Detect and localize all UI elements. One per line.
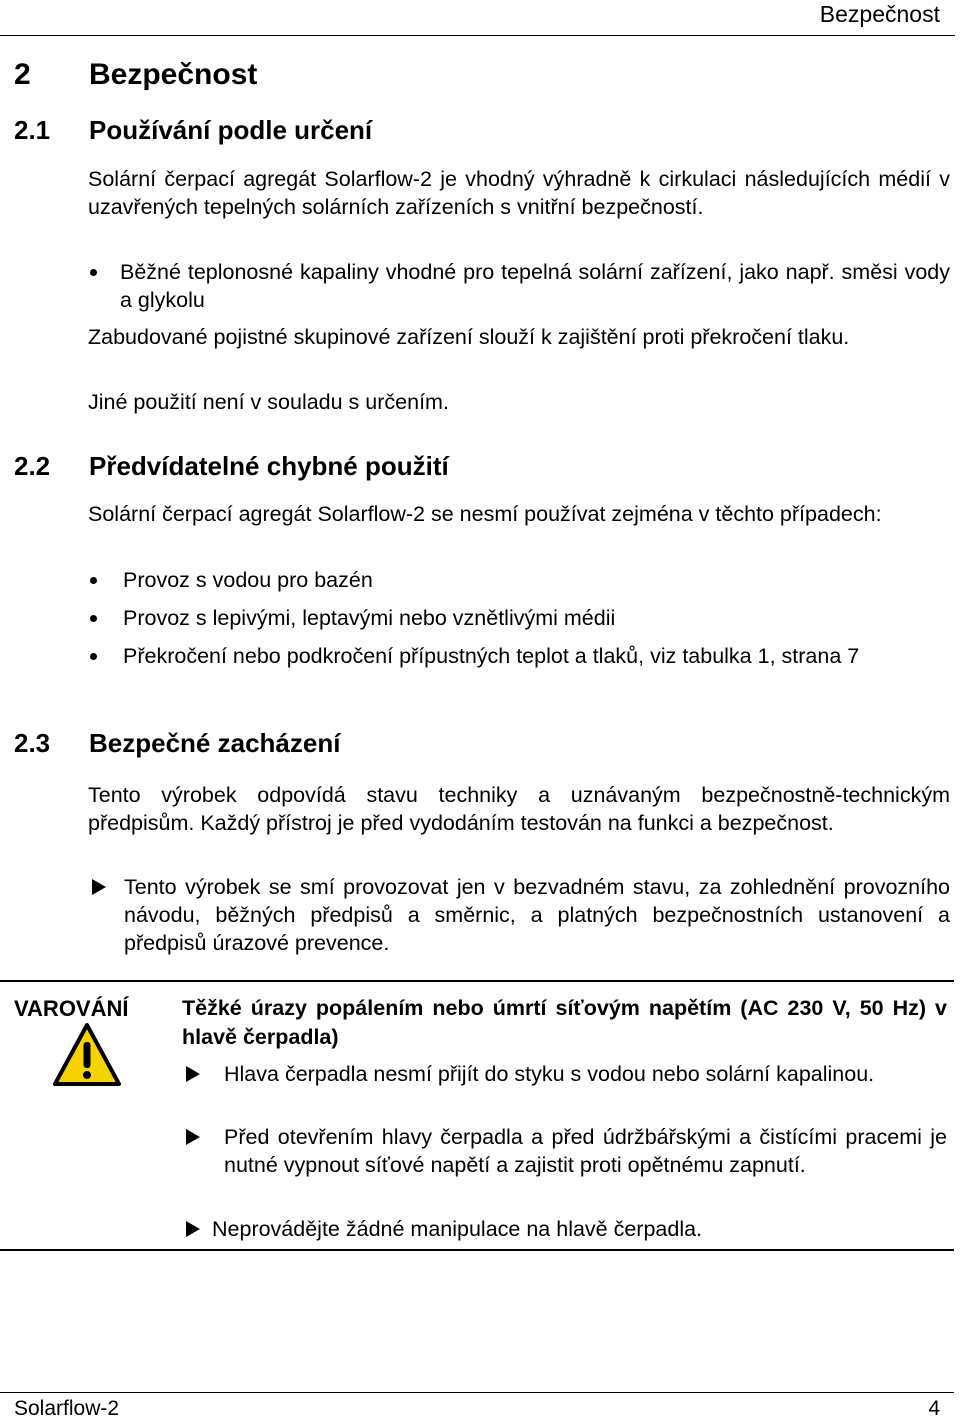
bullet-dot-icon <box>90 269 97 276</box>
section-title: Bezpečné zacházení <box>89 728 341 758</box>
warning-item-text: Neprovádějte žádné manipulace na hlavě čerpadla. <box>212 1217 703 1241</box>
bullet-item <box>88 604 950 632</box>
section-2-1-heading <box>14 114 714 146</box>
warning-item-text: Hlava čerpadla nesmí přijít do styku s vodou nebo solární kapalinou. <box>224 1062 875 1086</box>
arrow-right-icon <box>92 879 106 895</box>
arrow-right-icon <box>186 1221 200 1237</box>
section-2-3-intro: Tento výrobek odpovídá stavu techniky a uznávaným bezpečnostně-technickým předpisům. Každý přístroj je před vydodáním testován na funkci a bezpečnost. <box>88 783 950 835</box>
section-number: 2.2 <box>14 451 51 481</box>
section-title: Používání podle určení <box>89 115 373 145</box>
warning-item-text: Před otevřením hlavy čerpadla a před údržbářskými a čistícími pracemi je nutné vypnout síťové napětí a zajistit proti opětnému zapnutí. <box>224 1125 947 1177</box>
bullet-text: Běžné teplonosné kapaliny vhodné pro tepelná solární zařízení, jako např. směsi vody a glykolu <box>120 260 950 312</box>
bullet-text: Překročení nebo podkročení přípustných teplot a tlaků, viz tabulka 1, strana 7 <box>123 644 860 668</box>
instruction-item <box>88 873 950 957</box>
warning-item <box>184 1060 947 1088</box>
footer-product: Solarflow-2 <box>14 1397 120 1420</box>
bullet-dot-icon <box>90 577 97 584</box>
section-title: Bezpečnost <box>89 58 258 91</box>
bullet-dot-icon <box>90 615 97 622</box>
arrow-right-icon <box>186 1129 200 1145</box>
bullet-item <box>88 566 950 594</box>
section-title: Předvídatelné chybné použití <box>89 451 449 481</box>
safety-paragraph: Zabudované pojistné skupinové zařízení slouží k zajištění proti překročení tlaku. <box>88 325 850 349</box>
footer-page-number: 4 <box>928 1397 940 1420</box>
section-2-1-intro: Solární čerpací agregát Solarflow-2 je vhodný výhradně k cirkulaci následujících médií v uzavřených tepelných solárních zařízeních s vnitřní bezpečností. <box>88 167 950 219</box>
section-2-2-heading <box>14 450 714 482</box>
section-2-heading <box>14 57 614 93</box>
warning-item <box>184 1123 947 1179</box>
section-2-3-heading <box>14 727 714 759</box>
warning-label: VAROVÁNÍ <box>14 996 129 1021</box>
other-use-paragraph: Jiné použití není v souladu s určením. <box>88 390 449 414</box>
instruction-text: Tento výrobek se smí provozovat jen v bezvadném stavu, za zohlednění provozního návodu, běžných předpisů a směrnic, a platných bezpečnostních ustanovení a předpisů úrazové prevence. <box>124 875 950 955</box>
section-number: 2 <box>14 58 31 91</box>
arrow-right-icon <box>186 1066 200 1082</box>
bullet-text: Provoz s lepivými, leptavými nebo vznětlivými médii <box>123 606 616 630</box>
warning-item <box>184 1215 947 1243</box>
bullet-text: Provoz s vodou pro bazén <box>123 568 373 592</box>
warning-top-rule <box>0 980 954 982</box>
section-2-2-intro: Solární čerpací agregát Solarflow-2 se nesmí používat zejména v těchto případech: <box>88 502 882 526</box>
bullet-item <box>88 642 950 670</box>
header-divider <box>0 35 955 36</box>
section-number: 2.3 <box>14 728 51 758</box>
bullet-dot-icon <box>90 653 97 660</box>
bullet-item <box>88 258 950 314</box>
footer-divider <box>0 1392 954 1393</box>
warning-bottom-rule <box>0 1249 954 1251</box>
section-number: 2.1 <box>14 115 51 145</box>
warning-title: Těžké úrazy popálením nebo úmrtí síťovým napětím (AC 230 V, 50 Hz) v hlavě čerpadla) <box>182 996 947 1049</box>
warning-triangle-icon <box>52 1022 122 1088</box>
running-header-title: Bezpečnost <box>819 1 940 27</box>
